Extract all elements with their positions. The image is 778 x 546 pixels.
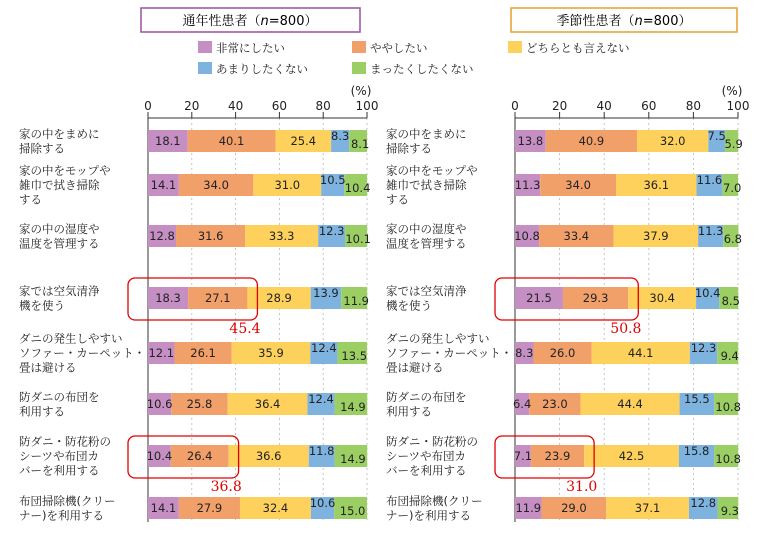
tick-label: 20 <box>551 99 568 113</box>
value-label: 44.4 <box>617 397 643 411</box>
value-label: 14.1 <box>150 178 177 192</box>
value-label: 6.8 <box>723 232 743 246</box>
value-label: 10.4 <box>344 181 371 195</box>
category-label: する <box>386 192 409 207</box>
category-label: 掃除する <box>386 141 432 156</box>
value-label: 10.4 <box>694 286 721 300</box>
value-label: 8.5 <box>721 294 740 308</box>
value-label: 15.0 <box>339 504 366 518</box>
legend-swatch <box>198 41 212 53</box>
value-label: 31.0 <box>274 178 301 192</box>
category-label: 雑巾で拭き掃除 <box>386 178 467 192</box>
value-label: 10.8 <box>514 229 540 243</box>
value-label: 10.5 <box>319 173 346 187</box>
value-label: 10.8 <box>715 452 741 466</box>
tick-label: 0 <box>144 99 152 113</box>
value-label: 34.0 <box>203 178 229 192</box>
category-label: 利用する <box>19 404 65 419</box>
legend-label: ややしたい <box>370 41 428 55</box>
value-label: 12.8 <box>149 229 175 243</box>
value-label: 7.0 <box>723 181 742 195</box>
category-label: 掃除する <box>19 141 65 156</box>
value-label: 11.9 <box>515 501 542 515</box>
value-label: 25.4 <box>290 134 317 148</box>
category-label: 畳は避ける <box>386 360 444 375</box>
category-label: 家では空気清浄 <box>19 283 100 298</box>
chart-panel <box>19 8 378 522</box>
value-label: 35.9 <box>258 346 284 360</box>
legend-label: 非常にしたい <box>216 41 285 55</box>
value-label: 36.6 <box>255 449 282 463</box>
value-label: 15.8 <box>683 444 710 458</box>
category-label: 雑巾で拭き掃除 <box>19 178 100 192</box>
category-label: 防ダニの布団を <box>386 389 467 404</box>
category-label: バーを利用する <box>386 463 467 478</box>
value-label: 29.3 <box>582 291 609 305</box>
category-label: 温度を管理する <box>386 236 467 251</box>
value-label: 31.6 <box>197 229 224 243</box>
value-label: 29.0 <box>561 501 587 515</box>
value-label: 13.8 <box>517 134 544 148</box>
highlight-sum-label: 36.8 <box>210 479 242 495</box>
value-label: 14.1 <box>150 501 177 515</box>
value-label: 11.3 <box>697 224 724 238</box>
value-label: 27.9 <box>196 501 223 515</box>
category-label: ナー)を利用する <box>386 508 471 523</box>
value-label: 11.3 <box>514 178 541 192</box>
value-label: 7.1 <box>513 449 533 463</box>
value-label: 8.3 <box>515 346 534 360</box>
value-label: 36.4 <box>254 397 281 411</box>
category-label: 家の中の湿度や <box>19 221 100 236</box>
value-label: 8.3 <box>331 129 350 143</box>
value-label: 10.6 <box>309 496 336 510</box>
category-label: 防ダニ・防花粉の <box>386 434 478 449</box>
tick-label: 40 <box>227 99 244 113</box>
category-label: する <box>19 192 42 207</box>
value-label: 12.3 <box>690 341 717 355</box>
highlight-sum-label: 31.0 <box>566 479 598 495</box>
value-label: 28.9 <box>266 291 292 305</box>
value-label: 14.9 <box>340 452 366 466</box>
category-label: 防ダニの布団を <box>19 389 100 404</box>
value-label: 37.9 <box>643 229 669 243</box>
tick-label: 0 <box>511 99 519 113</box>
value-label: 36.1 <box>643 178 670 192</box>
value-label: 42.5 <box>618 449 645 463</box>
value-label: 12.1 <box>148 346 175 360</box>
legend-swatch <box>352 41 366 53</box>
value-label: 23.9 <box>544 449 571 463</box>
value-label: 12.3 <box>318 224 345 238</box>
value-label: 10.8 <box>715 400 741 414</box>
value-label: 11.8 <box>308 444 335 458</box>
category-label: 家の中をまめに <box>19 126 100 141</box>
value-label: 15.5 <box>684 392 710 406</box>
category-label: 家では空気清浄 <box>386 283 467 298</box>
category-label: 機を使う <box>19 298 65 313</box>
value-label: 9.3 <box>720 504 740 518</box>
value-label: 32.0 <box>659 134 686 148</box>
value-label: 37.1 <box>634 501 661 515</box>
category-label: 布団掃除機(クリー <box>19 493 116 508</box>
category-label: 機を使う <box>386 298 432 313</box>
value-label: 10.1 <box>345 232 371 246</box>
chart-panel <box>386 8 749 522</box>
category-label: ソファー・カーペット・ <box>386 346 513 360</box>
unit-label: (%) <box>721 84 743 98</box>
value-label: 12.4 <box>308 392 334 406</box>
value-label: 10.4 <box>146 449 173 463</box>
legend-swatch <box>198 62 212 74</box>
category-label: 布団掃除機(クリー <box>386 493 483 508</box>
unit-label: (%) <box>350 84 372 98</box>
category-label: 温度を管理する <box>19 236 100 251</box>
legend-label: どちらとも言えない <box>526 41 630 55</box>
value-label: 9.4 <box>720 349 739 363</box>
panel-title: 季節性患者（n=800） <box>556 14 692 29</box>
value-label: 26.4 <box>186 449 213 463</box>
value-label: 32.4 <box>262 501 289 515</box>
value-label: 7.5 <box>707 129 726 143</box>
value-label: 33.3 <box>268 229 295 243</box>
value-label: 26.1 <box>190 346 216 360</box>
value-label: 23.0 <box>542 397 568 411</box>
legend-swatch <box>508 41 522 53</box>
category-label: ソファー・カーペット・ <box>19 346 146 360</box>
highlight-sum-label: 45.4 <box>229 321 261 337</box>
category-label: バーを利用する <box>19 463 100 478</box>
legend <box>198 41 630 76</box>
value-label: 18.3 <box>155 291 181 305</box>
tick-label: 60 <box>641 99 657 113</box>
legend-swatch <box>352 62 366 74</box>
value-label: 33.4 <box>563 229 590 243</box>
value-label: 6.4 <box>512 397 532 411</box>
value-label: 40.9 <box>578 134 605 148</box>
legend-label: まったくしたくない <box>370 62 474 76</box>
tick-label: 40 <box>596 99 612 113</box>
value-label: 30.4 <box>649 291 675 305</box>
value-label: 8.1 <box>350 137 370 151</box>
category-label: シーツや布団カ <box>386 449 467 463</box>
value-label: 5.9 <box>724 137 743 151</box>
value-label: 34.0 <box>565 178 591 192</box>
value-label: 44.1 <box>627 346 654 360</box>
category-label: シーツや布団カ <box>19 449 100 463</box>
tick-label: 20 <box>184 99 200 113</box>
category-label: ダニの発生しやすい <box>19 331 123 346</box>
value-label: 40.1 <box>218 134 245 148</box>
value-label: 10.6 <box>146 397 173 411</box>
value-label: 13.9 <box>313 286 339 300</box>
value-label: 11.9 <box>343 294 369 308</box>
category-label: 防ダニ・防花粉の <box>19 434 111 449</box>
category-label: 家の中をモップや <box>386 163 478 178</box>
category-label: 畳は避ける <box>19 360 77 375</box>
category-label: 家の中をモップや <box>19 163 111 178</box>
category-label: 家の中をまめに <box>386 126 467 141</box>
category-label: ナー)を利用する <box>19 508 104 523</box>
value-label: 13.5 <box>341 349 368 363</box>
value-label: 14.9 <box>340 400 366 414</box>
category-label: 家の中の湿度や <box>386 221 467 236</box>
value-label: 12.4 <box>311 341 337 355</box>
tick-label: 80 <box>315 99 331 113</box>
tick-label: 60 <box>271 99 288 113</box>
highlight-sum-label: 50.8 <box>610 321 642 337</box>
tick-label: 80 <box>685 99 702 113</box>
panel-title: 通年性患者（n=800） <box>182 14 318 29</box>
tick-label: 100 <box>726 99 750 113</box>
value-label: 21.5 <box>526 291 552 305</box>
value-label: 25.8 <box>186 397 213 411</box>
value-label: 27.1 <box>204 291 231 305</box>
tick-label: 100 <box>355 99 379 113</box>
value-label: 12.8 <box>690 496 717 510</box>
legend-label: あまりしたくない <box>216 62 308 76</box>
category-label: ダニの発生しやすい <box>386 331 490 346</box>
value-label: 11.6 <box>696 173 723 187</box>
category-label: 利用する <box>386 404 432 419</box>
value-label: 18.1 <box>155 134 181 148</box>
value-label: 26.0 <box>549 346 576 360</box>
